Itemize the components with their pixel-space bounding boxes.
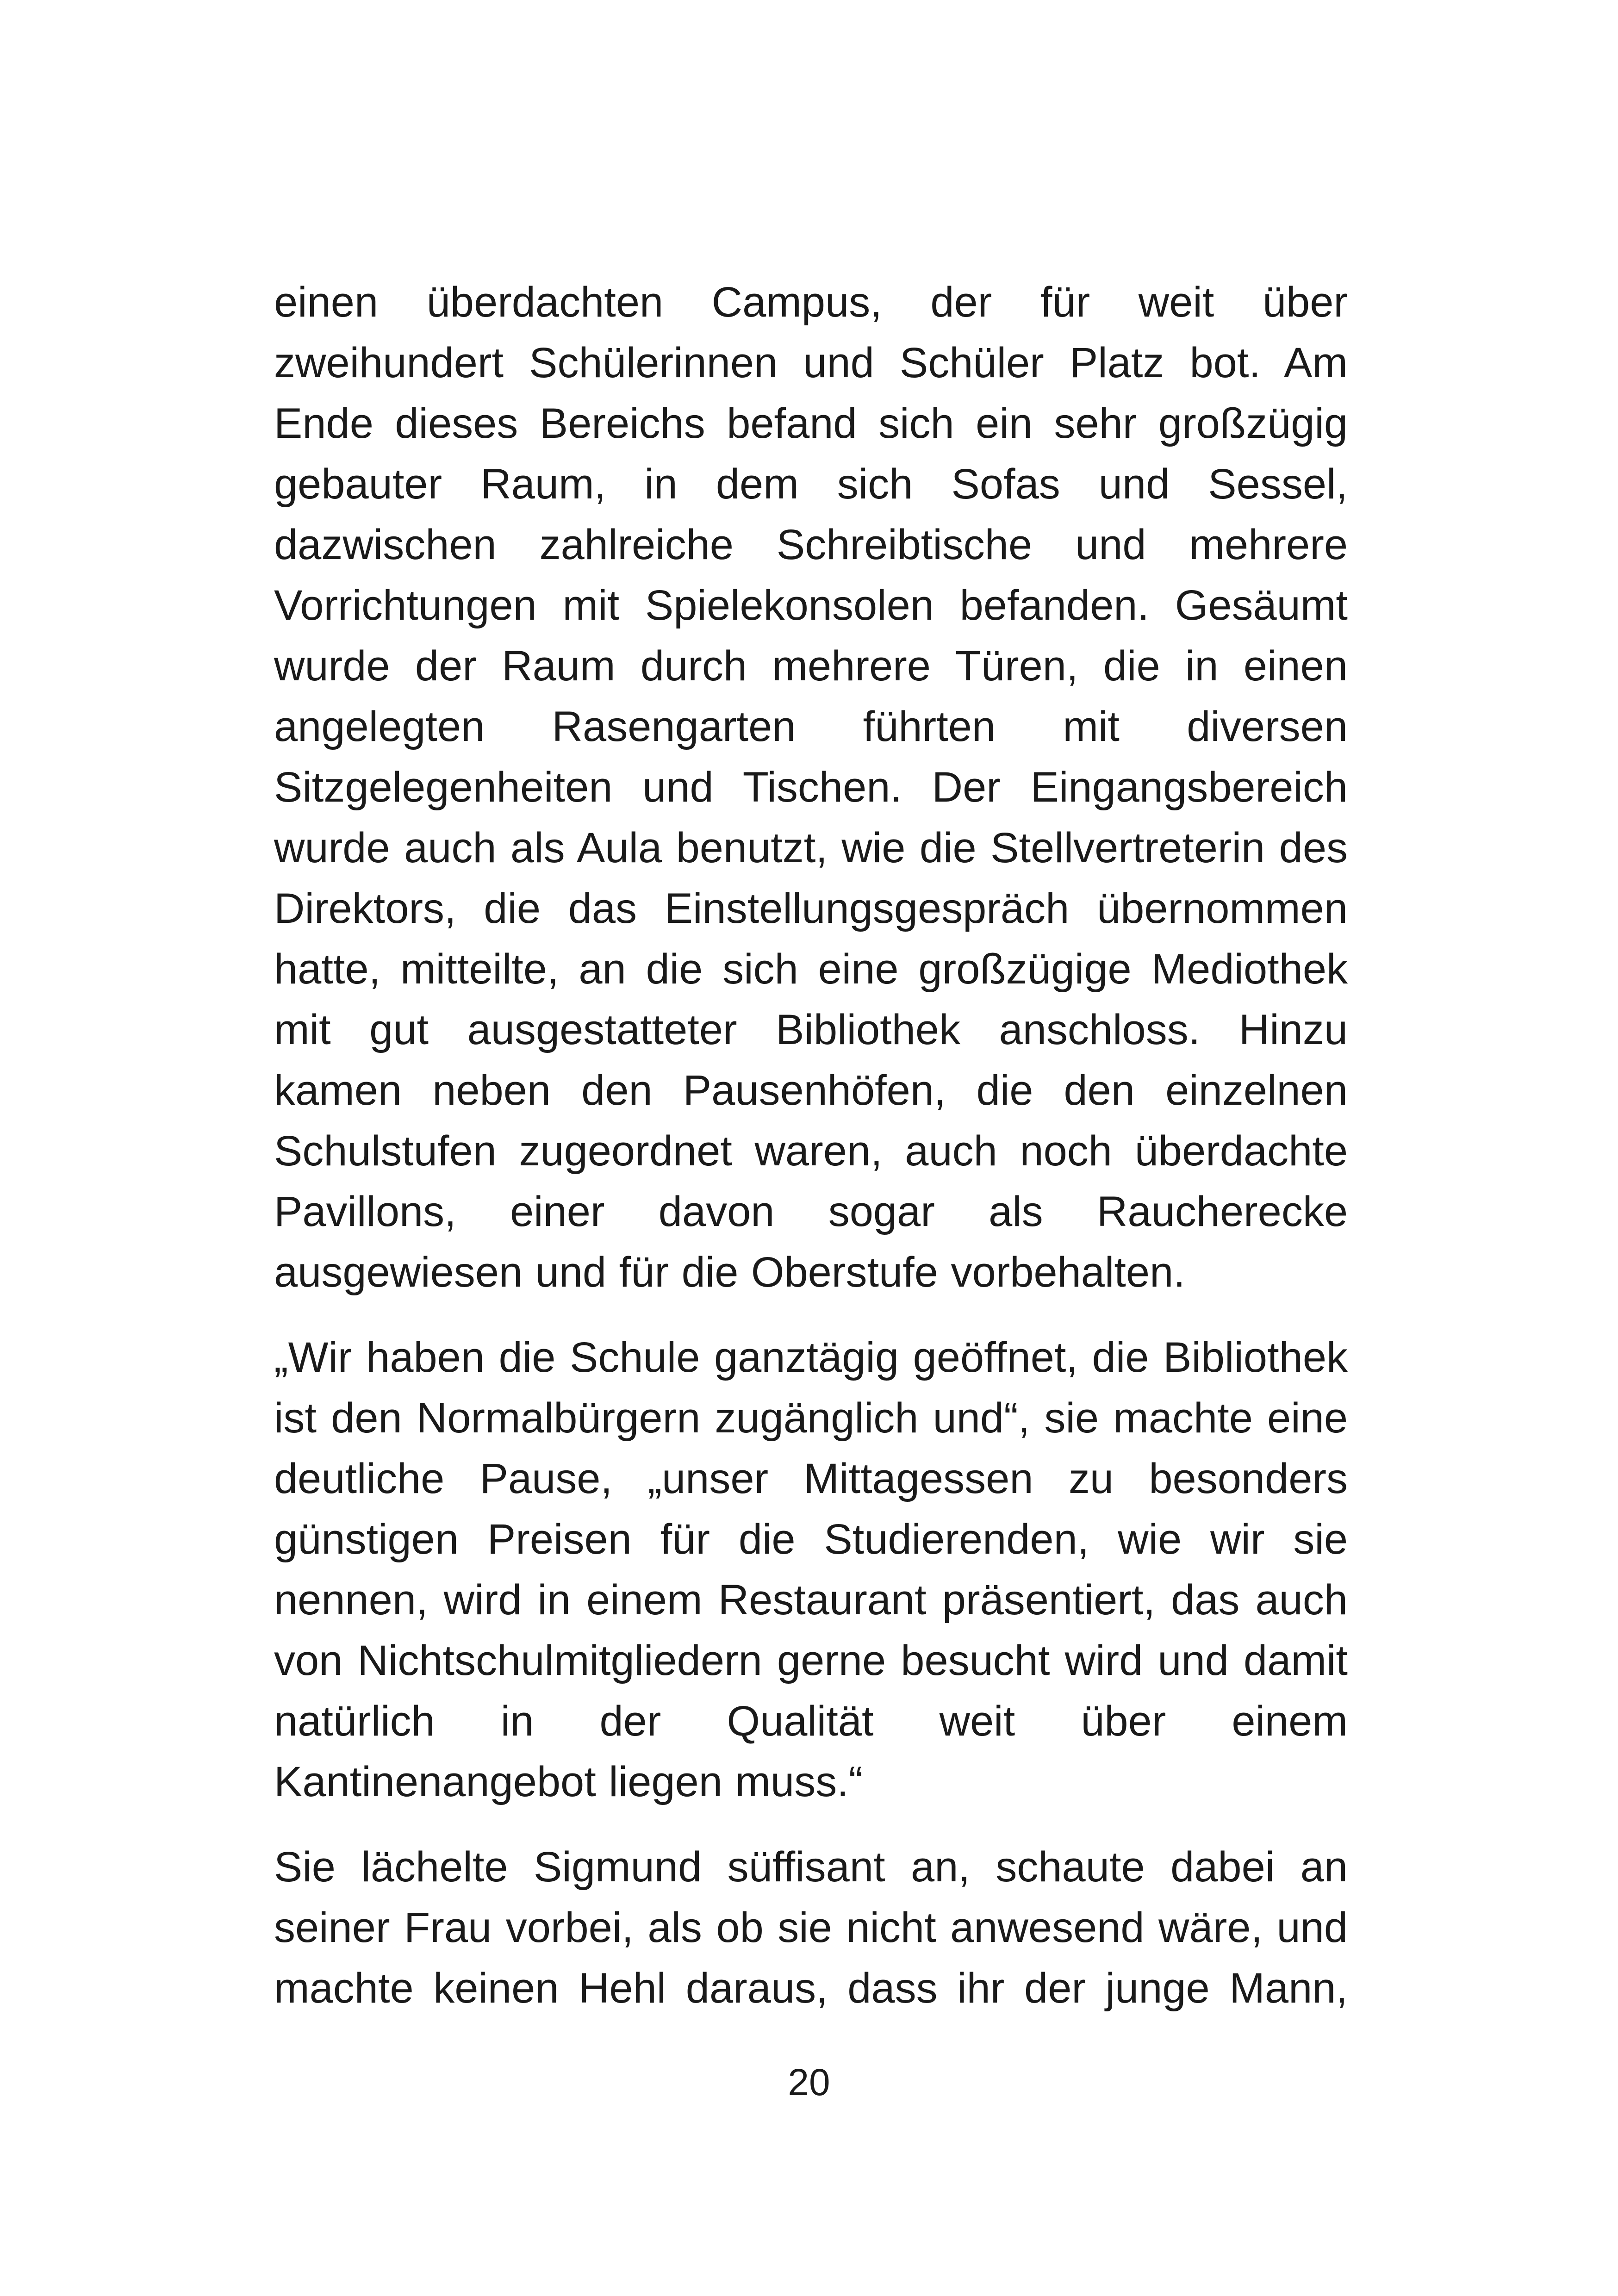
body-text [274, 272, 1348, 2019]
paragraph-sigmund-smile: Sie lächelte Sigmund süffisant an, schaute dabei an seiner Frau vorbei, als ob sie nicht anwesend wäre, und machte keinen Hehl daraus, dass ihr der junge Mann, [274, 1843, 1348, 2012]
paragraph-campus-description: einen überdachten Campus, der für weit über zweihundert Schülerinnen und Schüler Platz bot. Am Ende dieses Bereichs befand sich ein sehr großzügig gebauter Raum, in dem sich Sofas und Sessel, dazwischen zahlreiche Schreibtische und mehrere Vorrichtungen mit Spielekonsolen befanden. Gesäumt wurde der Raum durch mehrere Türen, die in einen angelegten Rasengarten führten mit diversen Sitzgelegenheiten und Tischen. Der Eingangsbereich wurde auch als Aula benutzt, wie die Stellvertreterin des Direktors, die das Einstellungsgespräch übernommen hatte, mitteilte, an die sich eine großzügige Mediothek mit gut ausgestatteter Bibliothek anschloss. Hinzu kamen neben den Pausenhöfen, die den einzelnen Schulstufen zugeordnet waren, auch noch überdachte Pavillons, einer davon sogar als Raucherecke ausgewiesen und für die Oberstufe vorbehalten. [274, 279, 1348, 1296]
paragraph-quote-school-hours: „Wir haben die Schule ganztägig geöffnet, die Bibliothek ist den Normalbürgern zugänglich und“, sie machte eine deutliche Pause, „unser Mittagessen zu besonders günstigen Preisen für die Studierenden, wie wir sie nennen, wird in einem Restaurant präsentiert, das auch von Nichtschulmitgliedern gerne besucht wird und damit natürlich in der Qualität weit über einem Kantinenangebot liegen muss.“ [274, 1334, 1348, 1805]
page-number: 20 [788, 2061, 830, 2103]
